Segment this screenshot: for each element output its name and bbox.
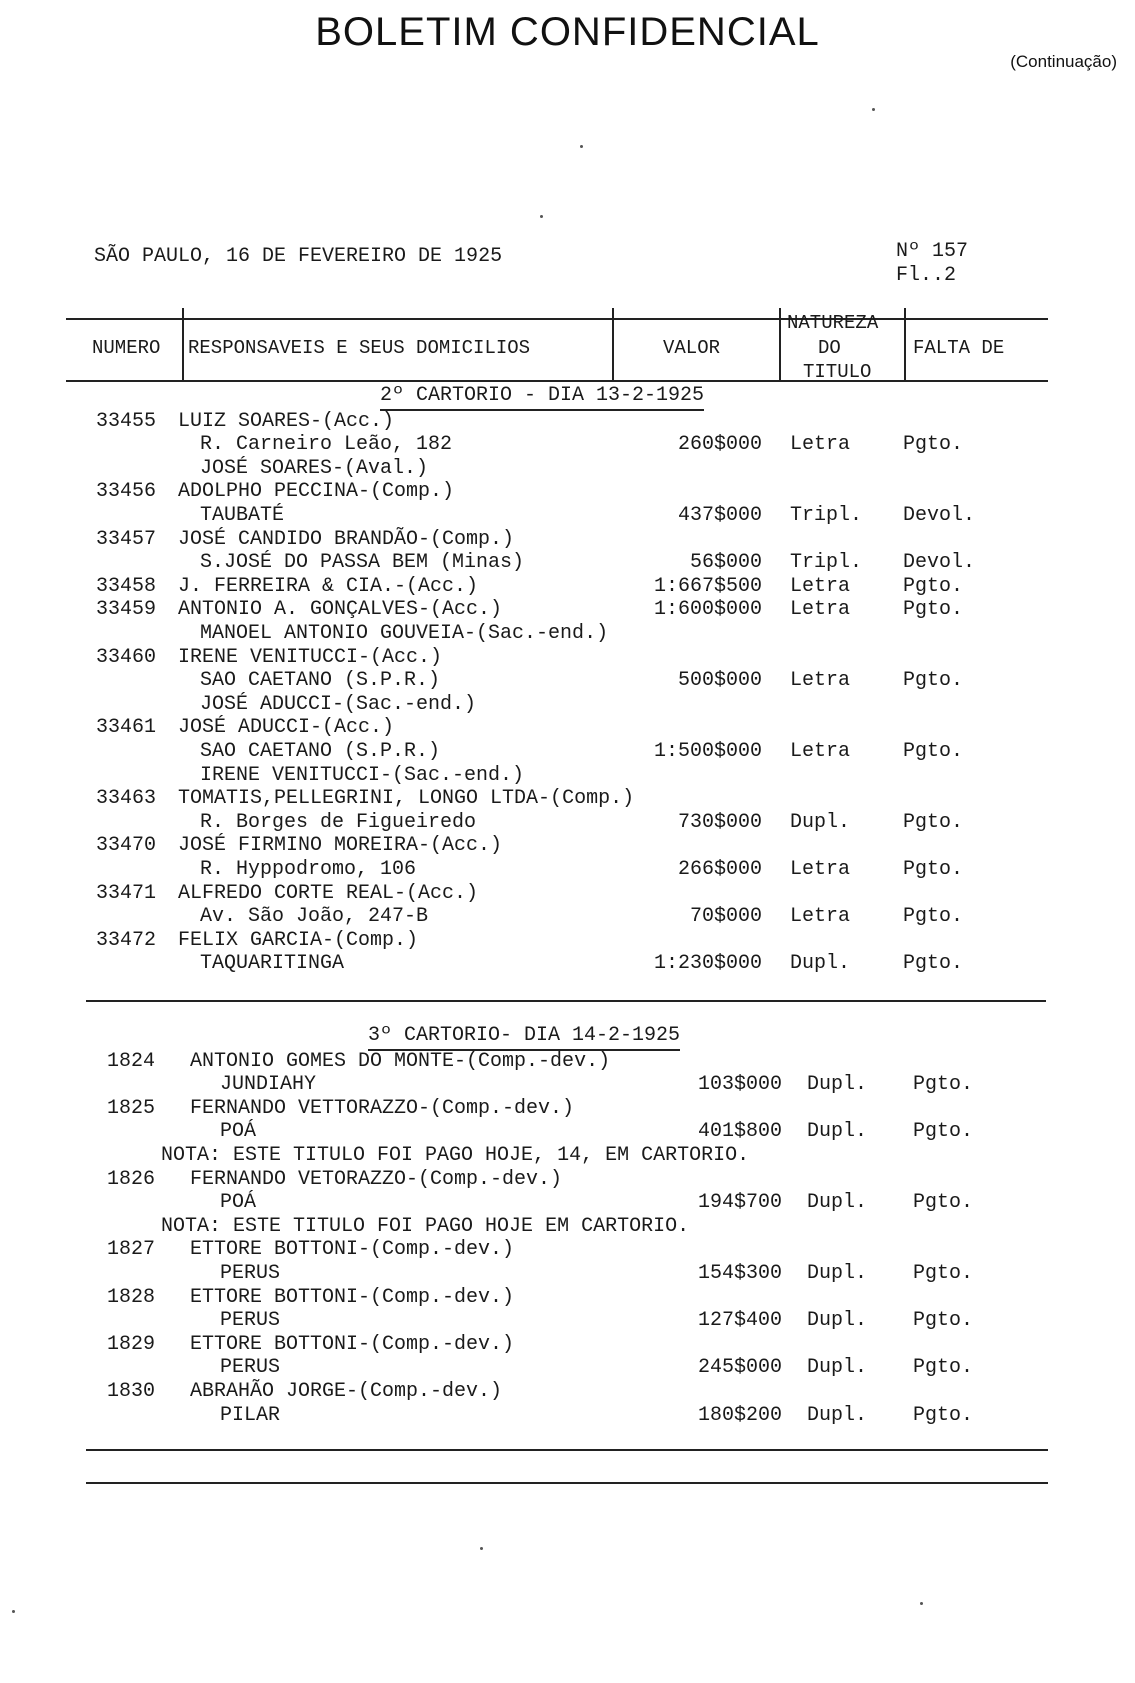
entry-number: 33455 (96, 409, 157, 433)
entry-name: IRENE VENITUCCI-(Acc.) (178, 645, 443, 669)
entry-name: JOSÉ ADUCCI-(Acc.) (178, 716, 395, 740)
entry-detail: R. Carneiro Leão, 182 (200, 433, 453, 457)
entry-valor: 437$000 (677, 504, 762, 527)
entry-valor: 154$300 (697, 1262, 782, 1285)
entry-natureza: Dupl. (807, 1309, 868, 1333)
column-header-numero: NUMERO (92, 337, 161, 359)
bottom-rule (86, 1482, 1048, 1484)
entry-number: 33471 (96, 881, 157, 905)
entry-number: 33457 (96, 527, 157, 551)
entry-detail: MANOEL ANTONIO GOUVEIA-(Sac.-end.) (200, 622, 609, 645)
entry-number: 33470 (96, 834, 157, 858)
entry-natureza: Dupl. (807, 1120, 868, 1144)
entry-valor: 70$000 (689, 905, 762, 929)
entry-natureza: Dupl. (807, 1403, 868, 1427)
entry-falta: Pgto. (903, 433, 964, 457)
entry-note: NOTA: ESTE TITULO FOI PAGO HOJE, 14, EM CARTORIO. (161, 1144, 750, 1167)
entry-detail: Av. São João, 247-B (200, 905, 429, 929)
entry-valor: 1:230$000 (653, 952, 762, 976)
entry-falta: Pgto. (903, 574, 964, 598)
entry-falta: Pgto. (913, 1073, 974, 1097)
entry-natureza: Dupl. (807, 1262, 868, 1285)
bulletin-number: Nº 157 (896, 240, 969, 263)
entry-detail: SAO CAETANO (S.P.R.) (200, 740, 441, 763)
entry-valor: 266$000 (677, 858, 762, 881)
entry-number: 33463 (96, 787, 157, 811)
entry-valor: 180$200 (697, 1403, 782, 1427)
entry-name: ANTONIO GOMES DO MONTE-(Comp.-dev.) (190, 1049, 611, 1073)
entry-detail: TAQUARITINGA (200, 952, 345, 976)
entry-name: ALFREDO CORTE REAL-(Acc.) (178, 881, 479, 905)
entry-natureza: Letra (790, 740, 851, 763)
entry-name: FERNANDO VETTORAZZO-(Comp.-dev.) (190, 1096, 575, 1120)
entry-name: ETTORE BOTTONI-(Comp.-dev.) (190, 1332, 515, 1356)
entry-valor: 1:600$000 (653, 598, 762, 622)
scan-speck (540, 215, 543, 218)
section-heading: 3º CARTORIO- DIA 14-2-1925 (368, 1024, 680, 1051)
entry-number: 1827 (107, 1238, 156, 1262)
entry-natureza: Letra (790, 669, 851, 693)
entry-name: ANTONIO A. GONÇALVES-(Acc.) (178, 598, 503, 622)
section-separator-rule (86, 1000, 1046, 1002)
entry-falta: Pgto. (903, 952, 964, 976)
entry-number: 1828 (107, 1285, 156, 1309)
entry-natureza: Dupl. (807, 1073, 868, 1097)
entry-natureza: Tripl. (790, 504, 863, 527)
entry-natureza: Letra (790, 574, 851, 598)
entry-valor: 260$000 (677, 433, 762, 457)
entry-falta: Devol. (903, 551, 976, 575)
column-header-responsaveis: RESPONSAVEIS E SEUS DOMICILIOS (188, 337, 531, 359)
entry-name: J. FERREIRA & CIA.-(Acc.) (178, 574, 479, 598)
entry-natureza: Dupl. (807, 1191, 868, 1215)
sheet-number: Fl..2 (896, 264, 957, 287)
scan-speck (12, 1610, 15, 1613)
entry-valor: 127$400 (697, 1309, 782, 1333)
entry-detail: POÁ (220, 1120, 257, 1144)
entry-valor: 245$000 (697, 1356, 782, 1380)
entry-name: ADOLPHO PECCINA-(Comp.) (178, 480, 455, 504)
column-header-valor: VALOR (663, 337, 721, 359)
scan-speck (920, 1602, 923, 1605)
entry-number: 1830 (107, 1380, 156, 1403)
entry-detail: JOSÉ ADUCCI-(Sac.-end.) (200, 692, 477, 716)
entry-falta: Pgto. (913, 1191, 974, 1215)
place-date: SÃO PAULO, 16 DE FEVEREIRO DE 1925 (94, 245, 503, 268)
entry-falta: Pgto. (913, 1120, 974, 1144)
entry-name: ETTORE BOTTONI-(Comp.-dev.) (190, 1238, 515, 1262)
entry-name: TOMATIS,PELLEGRINI, LONGO LTDA-(Comp.) (178, 787, 635, 811)
entry-detail: R. Borges de Figueiredo (200, 810, 477, 834)
entry-valor: 500$000 (677, 669, 762, 693)
entry-number: 1826 (107, 1167, 156, 1191)
scan-speck (580, 145, 583, 148)
entry-natureza: Tripl. (790, 551, 863, 575)
entry-valor: 1:667$500 (653, 574, 762, 598)
entry-detail: PERUS (220, 1309, 281, 1333)
entry-falta: Pgto. (903, 669, 964, 693)
entry-falta: Pgto. (913, 1309, 974, 1333)
bottom-rule (86, 1449, 1048, 1451)
entry-detail: PERUS (220, 1262, 281, 1285)
continuation-label: (Continuação) (1010, 52, 1117, 71)
entry-natureza: Letra (790, 905, 851, 929)
entry-detail: PERUS (220, 1356, 281, 1380)
entry-name: JOSÉ FIRMINO MOREIRA-(Acc.) (178, 834, 503, 858)
entry-valor: 1:500$000 (653, 740, 762, 763)
section-heading: 2º CARTORIO - DIA 13-2-1925 (380, 384, 704, 411)
entry-detail: IRENE VENITUCCI-(Sac.-end.) (200, 763, 525, 787)
column-header-falta: FALTA DE (913, 337, 1005, 359)
column-header-natureza-do: DO (818, 337, 841, 359)
entry-name: JOSÉ CANDIDO BRANDÃO-(Comp.) (178, 527, 515, 551)
entry-natureza: Letra (790, 858, 851, 881)
entry-falta: Pgto. (913, 1403, 974, 1427)
entry-valor: 401$800 (697, 1120, 782, 1144)
entry-note: NOTA: ESTE TITULO FOI PAGO HOJE EM CARTORIO. (161, 1214, 690, 1238)
entry-number: 33456 (96, 480, 157, 504)
entry-detail: POÁ (220, 1191, 257, 1215)
entry-detail: SAO CAETANO (S.P.R.) (200, 669, 441, 693)
entry-natureza: Letra (790, 598, 851, 622)
entry-number: 33460 (96, 645, 157, 669)
entry-detail: JUNDIAHY (220, 1073, 317, 1097)
entry-number: 33472 (96, 928, 157, 952)
entry-number: 33459 (96, 598, 157, 622)
entry-falta: Pgto. (903, 858, 964, 881)
entry-detail: TAUBATÉ (200, 504, 285, 527)
entry-detail: PILAR (220, 1403, 281, 1427)
entry-falta: Pgto. (903, 740, 964, 763)
entry-number: 33461 (96, 716, 157, 740)
entry-name: FELIX GARCIA-(Comp.) (178, 928, 419, 952)
entry-name: ABRAHÃO JORGE-(Comp.-dev.) (190, 1380, 503, 1403)
entry-falta: Pgto. (903, 598, 964, 622)
entry-number: 1824 (107, 1049, 156, 1073)
entry-natureza: Dupl. (790, 810, 851, 834)
entry-number: 1829 (107, 1332, 156, 1356)
entry-detail: S.JOSÉ DO PASSA BEM (Minas) (200, 551, 525, 575)
entry-number: 1825 (107, 1096, 156, 1120)
entry-falta: Pgto. (903, 905, 964, 929)
entry-name: LUIZ SOARES-(Acc.) (178, 409, 395, 433)
scan-speck (872, 108, 875, 111)
document-title: BOLETIM CONFIDENCIAL (315, 10, 820, 54)
entry-valor: 56$000 (689, 551, 762, 575)
entry-natureza: Dupl. (790, 952, 851, 976)
entry-natureza: Dupl. (807, 1356, 868, 1380)
entry-detail: JOSÉ SOARES-(Aval.) (200, 456, 429, 480)
entry-falta: Pgto. (913, 1356, 974, 1380)
scan-speck (480, 1547, 483, 1550)
entry-valor: 103$000 (697, 1073, 782, 1097)
entry-natureza: Letra (790, 433, 851, 457)
entry-name: FERNANDO VETORAZZO-(Comp.-dev.) (190, 1167, 563, 1191)
entry-number: 33458 (96, 574, 157, 598)
entry-detail: R. Hyppodromo, 106 (200, 858, 417, 881)
entry-valor: 730$000 (677, 810, 762, 834)
entry-valor: 194$700 (697, 1191, 782, 1215)
column-header-natureza: NATUREZA (787, 312, 879, 334)
entry-falta: Pgto. (903, 810, 964, 834)
entry-falta: Devol. (903, 504, 976, 527)
entry-falta: Pgto. (913, 1262, 974, 1285)
entry-name: ETTORE BOTTONI-(Comp.-dev.) (190, 1285, 515, 1309)
column-header-natureza-titulo: TITULO (803, 361, 872, 383)
